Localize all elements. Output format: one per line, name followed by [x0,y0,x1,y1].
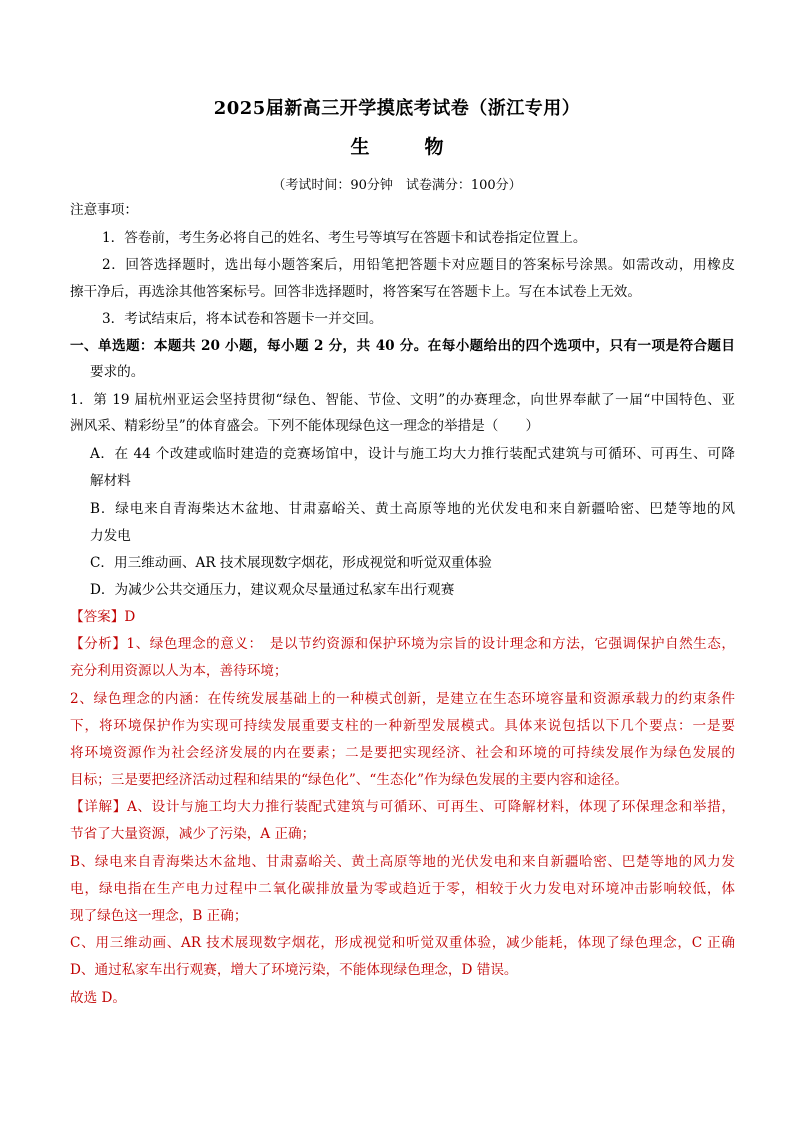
question-1-option-a-line-1: A．在 44 个改建或临时建造的竞赛场馆中，设计与施工均大力推行装配式建筑与可循环、可再生、可降 [90,446,735,462]
detail-line-4: 电，绿电指在生产电力过程中二氧化碳排放量为零或趋近于零，相较于火力发电对环境冲击影响较低，体 [70,881,735,897]
detail-line-3: B、绿电来自青海柴达木盆地、甘肃嘉峪关、黄土高原等地的光伏发电和来自新疆哈密、巴楚等地的风力发 [70,854,735,870]
question-1-option-c: C．用三维动画、AR 技术展现数字烟花，形成视觉和听觉双重体验 [90,555,492,571]
analysis-line-2: 充分利用资源以人为本，善待环境； [70,663,288,679]
question-1-option-b-line-2: 力发电 [90,528,131,544]
detail-line-5: 现了绿色这一理念，B 正确； [70,908,248,924]
analysis-line-6: 目标；三是要把经济活动过程和结果的“绿色化”、“生态化”作为绿色发展的主要内容和途径。 [70,772,628,788]
answer-line: 【答案】D [70,609,136,625]
question-1-option-d: D．为减少公共交通压力，建议观众尽量通过私家车出行观赛 [90,582,455,598]
question-1-stem-line-2: 洲风采、精彩纷呈”的体育盛会。下列不能体现绿色这一理念的举措是（ ） [70,418,540,434]
conclusion-line: 故选 D。 [70,990,127,1006]
question-1-option-a-line-2: 解材料 [90,473,131,489]
analysis-line-5: 将环境资源作为社会经济发展的内在要素；二是要把实现经济、社会和环境的可持续发展作为绿色发展的 [70,745,735,761]
question-1-option-b-line-1: B．绿电来自青海柴达木盆地、甘肃嘉峪关、黄土高原等地的光伏发电和来自新疆哈密、巴楚等地的风 [90,501,735,517]
detail-line-2: 节省了大量资源，减少了污染，A 正确； [70,826,316,842]
exam-info: （考试时间：90分钟 试卷满分：100分） [272,178,522,193]
notice-item-3: 3．考试结束后，将本试卷和答题卡一并交回。 [102,311,383,327]
notice-item-2-line-2: 擦干净后，再选涂其他答案标号。回答非选择题时，将答案写在答题卡上。写在本试卷上无效。 [70,284,641,300]
notice-heading: 注意事项： [70,202,138,218]
section-heading-line-1: 一、单选题：本题共 20 小题，每小题 2 分，共 40 分。在每小题给出的四个选项中，只有一项是符合题目 [70,338,735,354]
analysis-line-3: 2、绿色理念的内涵：在传统发展基础上的一种模式创新，是建立在生态环境容量和资源承载力的约束条件 [70,691,735,707]
notice-item-2-line-1: 2．回答选择题时，选出每小题答案后，用铅笔把答题卡对应题目的答案标号涂黑。如需改动，用橡皮 [102,257,735,273]
analysis-line-1: 【分析】1、绿色理念的意义： 是以节约资源和保护环境为宗旨的设计理念和方法，它强调保护自然生态， [70,636,735,652]
exam-title: 2025届新高三开学摸底考试卷（浙江专用） [213,98,581,119]
detail-line-6: C、用三维动画、AR 技术展现数字烟花，形成视觉和听觉双重体验，减少能耗，体现了绿色理念，C 正确 [70,935,735,951]
detail-line-1: 【详解】A、设计与施工均大力推行装配式建筑与可循环、可再生、可降解材料，体现了环保理念和举措， [70,799,735,815]
subject-title: 生物 [350,136,499,158]
detail-line-7: D、通过私家车出行观赛，增大了环境污染，不能体现绿色理念，D 错误。 [70,962,518,978]
section-heading-line-2: 要求的。 [90,364,145,380]
notice-item-1: 1．答卷前，考生务必将自己的姓名、考生号等填写在答题卡和试卷指定位置上。 [102,230,587,246]
analysis-line-4: 下，将环境保护作为实现可持续发展重要支柱的一种新型发展模式。具体来说包括以下几个要点：一是要 [70,718,735,734]
question-1-stem-line-1: 1．第 19 届杭州亚运会坚持贯彻“绿色、智能、节俭、文明”的办赛理念，向世界奉献了一届“中国特色、亚 [70,392,735,408]
